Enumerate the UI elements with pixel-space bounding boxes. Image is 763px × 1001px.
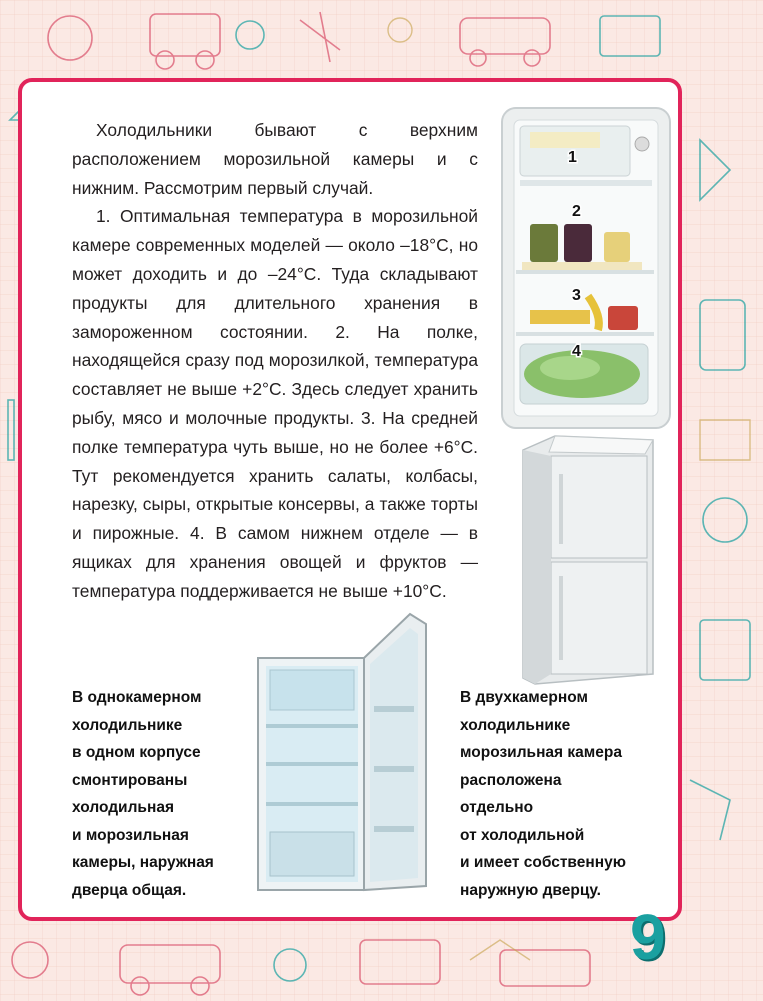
single-chamber-fridge-image bbox=[250, 606, 440, 894]
two-chamber-caption bbox=[460, 684, 660, 904]
shelf-label-4: 4 bbox=[572, 343, 581, 360]
caption-right-line: В двухкамерном bbox=[460, 689, 588, 706]
intro-paragraph: Холодильники бывают с верхним расположением морозильной камеры и с нижним. Рассмотрим первый случай. bbox=[72, 120, 478, 198]
caption-left-line: смонтированы bbox=[72, 771, 188, 789]
shelf-label-2: 2 bbox=[572, 203, 581, 220]
caption-right-line: наружную дверцу. bbox=[460, 881, 601, 899]
single-chamber-caption bbox=[72, 684, 262, 904]
caption-right-line: холодильнике bbox=[460, 716, 571, 734]
page-number: 9 bbox=[630, 901, 666, 973]
caption-right-line: морозильная камера bbox=[460, 744, 622, 761]
main-text bbox=[72, 116, 478, 606]
shelf-label-3: 3 bbox=[572, 287, 581, 304]
caption-right-line: и имеет собственную bbox=[460, 854, 626, 871]
temperature-zones-paragraph: 1. Оптимальная температура в морозильной камере современных моделей — около –18°С, но может доходить и до –24°С. Туда складывают продукты для длительного хранения в замороженном состоянии. 2. На полке, находящейся сразу под морозилкой, температура составляет не выше +2°С. Здесь следует хранить рыбу, мясо и молочные продукты. 3. На средней полке температура чуть выше, но не более +6°С. Тут рекомендуется хранить салаты, колбасы, нарезку, сыры, открытые консервы, а также торты и пирожные. 4. В самом нижнем отделе — в ящиках для хранения овощей и фруктов — температура поддерживается не выше +10°С. bbox=[72, 206, 478, 601]
caption-left-line: холодильная bbox=[72, 799, 174, 816]
caption-right-line: отдельно bbox=[460, 799, 534, 816]
caption-left-line: в одном корпусе bbox=[72, 744, 201, 761]
caption-left-line: дверца общая. bbox=[72, 881, 187, 899]
caption-left-line: камеры, наружная bbox=[72, 854, 214, 871]
caption-right-line: расположена bbox=[460, 771, 562, 789]
caption-left-line: В однокамерном bbox=[72, 689, 202, 706]
shelf-label-1: 1 bbox=[568, 149, 577, 166]
open-fridge-shelves-image bbox=[500, 106, 672, 431]
two-door-fridge-image bbox=[515, 434, 655, 689]
caption-left-line: и морозильная bbox=[72, 826, 189, 844]
caption-right-line: от холодильной bbox=[460, 826, 585, 844]
caption-left-line: холодильнике bbox=[72, 716, 183, 734]
